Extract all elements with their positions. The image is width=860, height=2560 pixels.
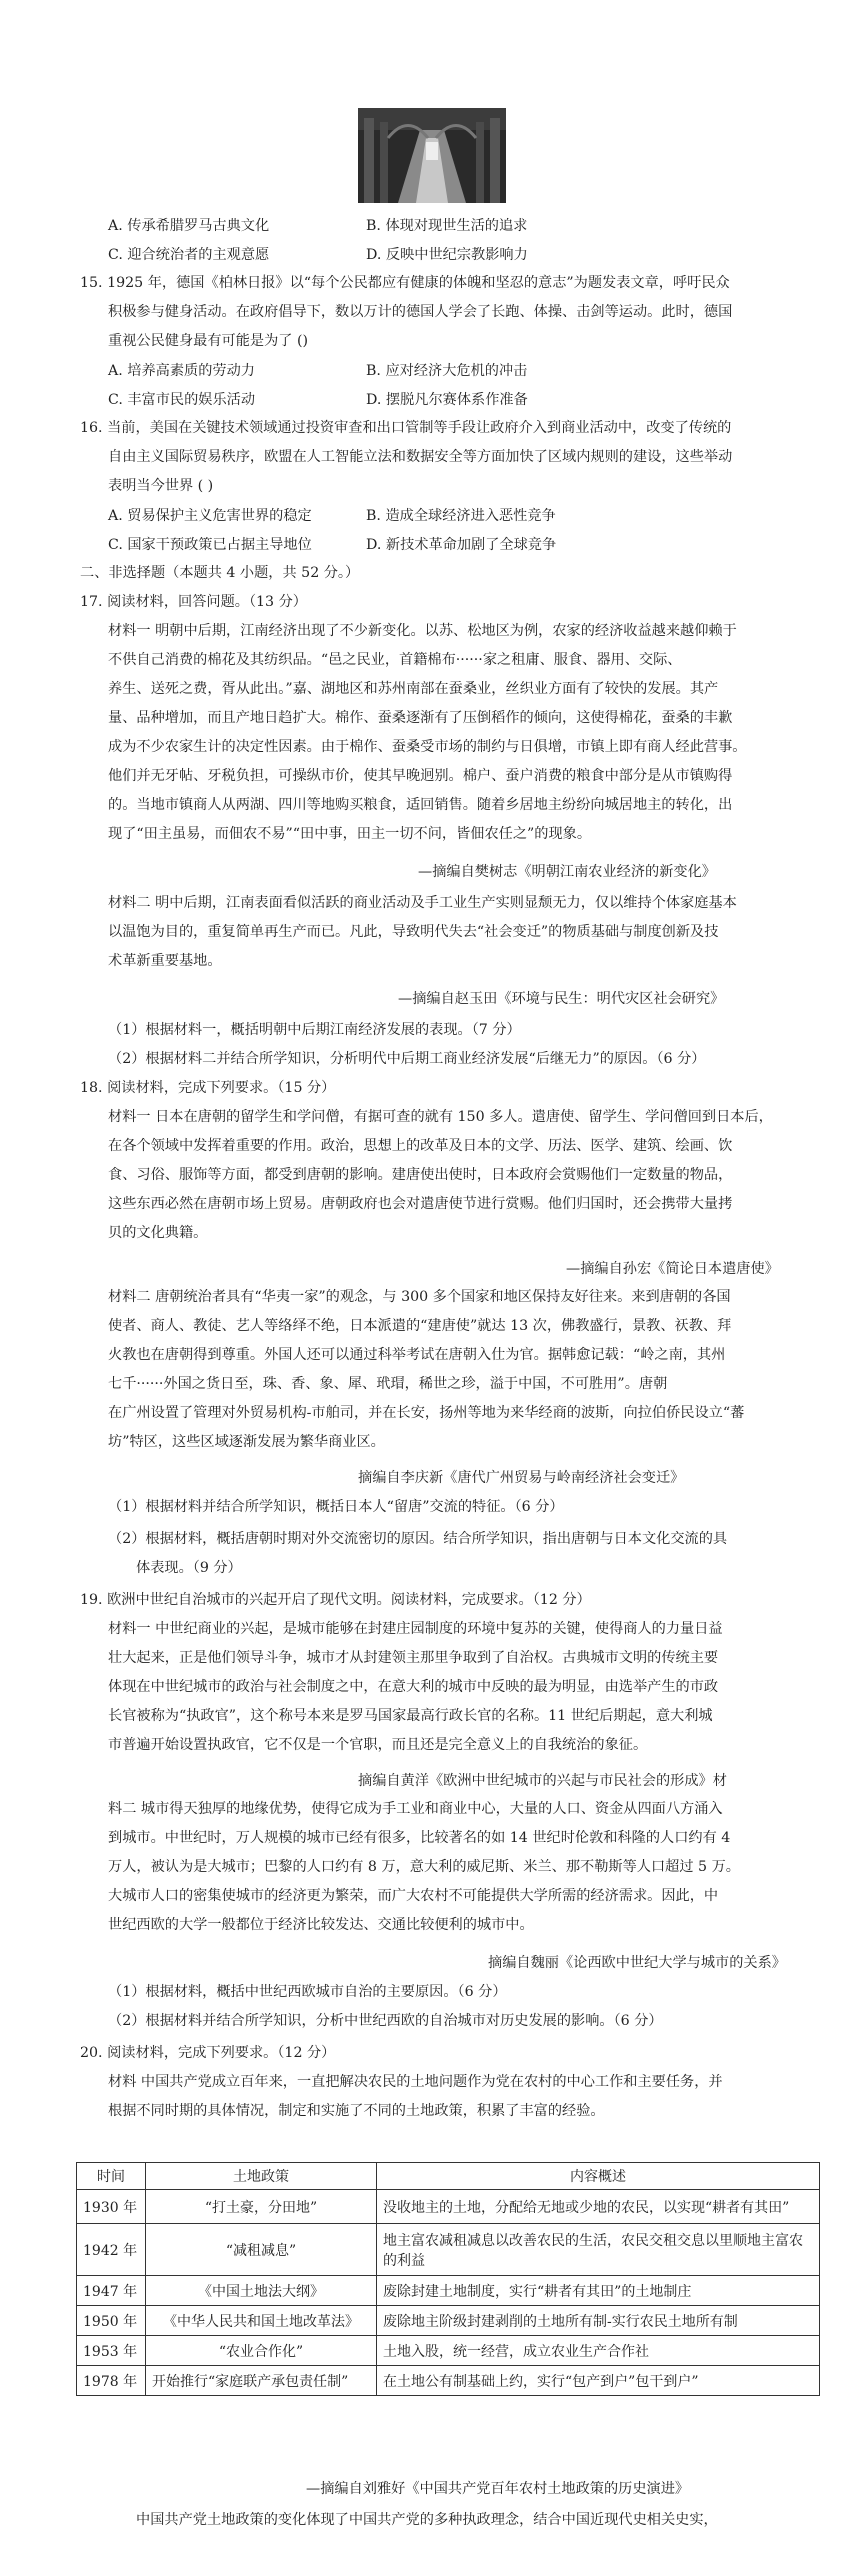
q17-material1-line: 他们并无牙帖、牙税负担，可操纵市价，使其早晚迥别。棉户、蚕户消费的粮食中部分是从市镇购得 xyxy=(108,768,733,784)
q18-sub2-cont: 体表现。（9 分） xyxy=(136,1560,242,1576)
q17-header: 17. 阅读材料，回答问题。（13 分） xyxy=(80,594,307,610)
land-policy-table xyxy=(76,2162,820,2396)
q20-material-line: 材料 中国共产党成立百年来，一直把解决农民的土地问题作为党在农村的中心工作和主要任务，并 xyxy=(108,2074,723,2090)
table-header-cell: 时间 xyxy=(77,2163,146,2190)
q20-header: 20. 阅读材料，完成下列要求。（12 分） xyxy=(80,2045,336,2061)
q18-material2-line: 火教也在唐朝得到尊重。外国人还可以通过科举考试在唐朝入仕为官。据韩愈记载：“岭之南，其州 xyxy=(108,1347,726,1363)
q17-material1-source: —摘编自樊树志《明朝江南农业经济的新变化》 xyxy=(418,864,716,880)
q18-sub1: （1）根据材料并结合所学知识，概括日本人“留唐”交流的特征。（6 分） xyxy=(108,1499,564,1515)
table-row xyxy=(77,2336,820,2366)
q17-material1-line: 材料一 明朝中后期，江南经济出现了不少新变化。以苏、松地区为例，农家的经济收益越来越仰赖于 xyxy=(108,623,737,639)
q19-sub2: （2）根据材料并结合所学知识，分析中世纪西欧的自治城市对历史发展的影响。（6 分） xyxy=(108,2013,663,2029)
q16-line: 表明当今世界 ( ) xyxy=(108,478,214,494)
q19-material2-line: 世纪西欧的大学一般都位于经济比较发达、交通比较便利的城市中。 xyxy=(108,1917,534,1933)
table-row xyxy=(77,2190,820,2224)
q16-line: 自由主义国际贸易秩序，欧盟在人工智能立法和数据安全等方面加快了区域内规则的建设，这些举动 xyxy=(108,449,733,465)
table-row xyxy=(77,2366,820,2396)
q19-header: 19. 欧洲中世纪自治城市的兴起开启了现代文明。阅读材料，完成要求。（12 分） xyxy=(80,1592,591,1608)
q15-option-d: D. 摆脱凡尔赛体系作准备 xyxy=(366,392,528,408)
time-cell: 1947 年 xyxy=(77,2276,146,2306)
q19-material1-line: 长官被称为“执政官”，这个称号本来是罗马国家最高行政长官的名称。11 世纪后期起，意大利城 xyxy=(108,1708,713,1724)
q18-material2-line: 在广州设置了管理对外贸易机构-市舶司，并在长安，扬州等地为来华经商的波斯，向拉伯侨民设立“蕃 xyxy=(108,1405,745,1421)
section-heading: 二、非选择题（本题共 4 小题，共 52 分。） xyxy=(80,565,360,581)
policy-cell: “减租减息” xyxy=(146,2224,377,2276)
q19-material1-line: 材料一 中世纪商业的兴起，是城市能够在封建庄园制度的环境中复苏的关键，使得商人的力量日益 xyxy=(108,1621,723,1637)
q14-option-d: D. 反映中世纪宗教影响力 xyxy=(366,247,528,263)
q18-material1-line: 这些东西必然在唐朝市场上贸易。唐朝政府也会对遣唐使节进行赏赐。他们归国时，还会携带大量拷 xyxy=(108,1196,733,1212)
q17-material1-line: 量、品种增加，而且产地日趋扩大。棉作、蚕桑逐渐有了压倒稻作的倾向，这使得棉花，蚕桑的丰歉 xyxy=(108,710,733,726)
content-cell: 在土地公有制基础上约，实行“包产到户”包干到户” xyxy=(377,2366,820,2396)
q17-material2-line: 术革新重要基地。 xyxy=(108,953,222,969)
table-row xyxy=(77,2276,820,2306)
table-row xyxy=(77,2306,820,2336)
content-cell: 土地入股，统一经营，成立农业生产合作社 xyxy=(377,2336,820,2366)
cathedral-image xyxy=(358,108,506,203)
table-header-row xyxy=(77,2163,820,2190)
q17-material2-source: —摘编自赵玉田《环境与民生：明代灾区社会研究》 xyxy=(398,991,725,1007)
q17-material1-line: 养生、送死之费，胥从此出。”嘉、湖地区和苏州南部在蚕桑业，丝织业方面有了较快的发展。其产 xyxy=(108,681,719,697)
q20-material-line: 根据不同时期的具体情况，制定和实施了不同的土地政策，积累了丰富的经验。 xyxy=(108,2103,605,2119)
q18-material2-line: 七千······外国之货日至，珠、香、象、犀、玳瑁，稀世之珍，溢于中国，不可胜用”。唐朝 xyxy=(108,1376,668,1392)
q19-material1-line: 壮大起来，正是他们领导斗争，城市才从封建领主那里争取到了自治权。古典城市文明的传统主要 xyxy=(108,1650,719,1666)
time-cell: 1942 年 xyxy=(77,2224,146,2276)
q18-material1-line: 在各个领域中发挥着重要的作用。政治，思想上的改革及日本的文学、历法、医学、建筑、绘画、饮 xyxy=(108,1138,733,1154)
content-cell: 地主富农减租减息以改善农民的生活，农民交租交息以里顺地主富农的利益 xyxy=(377,2224,820,2276)
q14-option-a: A. 传承希腊罗马古典文化 xyxy=(108,218,270,234)
q18-material1-source: —摘编自孙宏《简论日本遣唐使》 xyxy=(566,1261,779,1277)
q17-material1-line: 现了“田主虽易，而佃农不易”“田中事，田主一切不问，皆佃农任之”的现象。 xyxy=(108,826,592,842)
time-cell: 1953 年 xyxy=(77,2336,146,2366)
q19-material1-line: 市普遍开始设置执政官，它不仅是一个官职，而且还是完全意义上的自我统治的象征。 xyxy=(108,1737,648,1753)
table-header-cell: 内容概述 xyxy=(377,2163,820,2190)
cathedral-photo xyxy=(358,108,506,203)
policy-cell: 《中华人民共和国土地改革法》 xyxy=(146,2306,377,2336)
q15-option-a: A. 培养高素质的劳动力 xyxy=(108,363,255,379)
policy-cell: “打土豪，分田地” xyxy=(146,2190,377,2224)
time-cell: 1978 年 xyxy=(77,2366,146,2396)
table-row xyxy=(77,2224,820,2276)
q18-material1-line: 食、习俗、服饰等方面，都受到唐朝的影响。建唐使出使时，日本政府会赏赐他们一定数量的物品， xyxy=(108,1167,733,1183)
q15-line: 15. 1925 年，德国《柏林日报》以“每个公民都应有健康的体魄和坚忍的意志”为题发表文章，呼吁民众 xyxy=(80,275,730,291)
time-cell: 1950 年 xyxy=(77,2306,146,2336)
q16-option-c: C. 国家干预政策已占据主导地位 xyxy=(108,537,312,553)
q19-sub1: （1）根据材料，概括中世纪西欧城市自治的主要原因。（6 分） xyxy=(108,1984,507,2000)
q17-material1-line: 成为不少农家生计的决定性因素。由于棉作、蚕桑受市场的制约与日俱增，市镇上即有商人经此营事。 xyxy=(108,739,747,755)
q17-material2-line: 以温饱为目的，重复简单再生产而已。凡此，导致明代失去“社会变迁”的物质基础与制度创新及技 xyxy=(108,924,719,940)
q19-material1-line: 体现在中世纪城市的政治与社会制度之中，在意大利的城市中反映的最为明显，由选举产生的市政 xyxy=(108,1679,719,1695)
q16-option-a: A. 贸易保护主义危害世界的稳定 xyxy=(108,508,312,524)
q17-material1-line: 不供自己消费的棉花及其纺织品。“邑之民业，首籍棉布······家之租庸、服食、器用、交际、 xyxy=(108,652,682,668)
q16-line: 16. 当前，美国在关键技术领域通过投资审查和出口管制等手段让政府介入到商业活动中，改变了传统的 xyxy=(80,420,732,436)
q20-question-line: 中国共产党土地政策的变化体现了中国共产党的多种执政理念，结合中国近现代史相关史实， xyxy=(136,2512,718,2528)
q18-material2-line: 材料二 唐朝统治者具有“华夷一家”的观念，与 300 多个国家和地区保持友好往来。来到唐朝的各国 xyxy=(108,1289,731,1305)
q15-option-c: C. 丰富市民的娱乐活动 xyxy=(108,392,256,408)
q15-line: 重视公民健身最有可能是为了 () xyxy=(108,333,309,349)
content-cell: 废除地主阶级封建剥削的土地所有制-实行农民土地所有制 xyxy=(377,2306,820,2336)
q14-option-b: B. 体现对现世生活的追求 xyxy=(366,218,528,234)
table-header-cell: 土地政策 xyxy=(146,2163,377,2190)
content-cell: 没收地主的土地，分配给无地或少地的农民，以实现“耕者有其田” xyxy=(377,2190,820,2224)
q17-material1-line: 的。当地市镇商人从两湖、四川等地购买粮食，适回销售。随着乡居地主纷纷向城居地主的转化，出 xyxy=(108,797,733,813)
q19-material1-source: 摘编自黄洋《欧洲中世纪城市的兴起与市民社会的形成》材 xyxy=(358,1773,727,1789)
q16-option-d: D. 新技术革命加剧了全球竞争 xyxy=(366,537,557,553)
q18-header: 18. 阅读材料，完成下列要求。（15 分） xyxy=(80,1080,336,1096)
content-cell: 废除封建土地制度，实行“耕者有其田”的土地制庄 xyxy=(377,2276,820,2306)
q20-source: —摘编自刘雅好《中国共产党百年农村土地政策的历史演进》 xyxy=(306,2481,690,2497)
q18-material2-line: 坊”特区，这些区域逐渐发展为繁华商业区。 xyxy=(108,1434,385,1450)
policy-cell: 《中国土地法大纲》 xyxy=(146,2276,377,2306)
q19-material2-line: 万人，被认为是大城市；巴黎的人口约有 8 万，意大利的威尼斯、米兰、那不勒斯等人口超过 5 万。 xyxy=(108,1859,740,1875)
q15-line: 积极参与健身活动。在政府倡导下，数以万计的德国人学会了长跑、体操、击剑等运动。此时，德国 xyxy=(108,304,733,320)
q19-material2-source: 摘编自魏丽《论西欧中世纪大学与城市的关系》 xyxy=(488,1955,786,1971)
q18-material2-source: 摘编自李庆新《唐代广州贸易与岭南经济社会变迁》 xyxy=(358,1470,685,1486)
q17-material2-line: 材料二 明中后期，江南表面看似活跃的商业活动及手工业生产实则显颓无力，仅以维持个体家庭基本 xyxy=(108,895,737,911)
q16-option-b: B. 造成全球经济进入恶性竞争 xyxy=(366,508,556,524)
q18-sub2: （2）根据材料，概括唐朝时期对外交流密切的原因。结合所学知识，指出唐朝与日本文化交流的具 xyxy=(108,1531,728,1547)
q15-option-b: B. 应对经济大危机的冲击 xyxy=(366,363,528,379)
q19-material2-line: 大城市人口的密集使城市的经济更为繁荣，而广大农村不可能提供大学所需的经济需求。因此，中 xyxy=(108,1888,719,1904)
policy-cell: 开始推行“家庭联产承包责任制” xyxy=(146,2366,377,2396)
q19-material2-line: 到城市。中世纪时，万人规模的城市已经有很多，比较著名的如 14 世纪时伦敦和科隆的人口约有 4 xyxy=(108,1830,731,1846)
time-cell: 1930 年 xyxy=(77,2190,146,2224)
q18-material1-line: 贝的文化典籍。 xyxy=(108,1225,208,1241)
q14-option-c: C. 迎合统治者的主观意愿 xyxy=(108,247,270,263)
policy-cell: “农业合作化” xyxy=(146,2336,377,2366)
q17-sub1: （1）根据材料一，概括明朝中后期江南经济发展的表现。（7 分） xyxy=(108,1022,521,1038)
q18-material2-line: 使者、商人、教徒、艺人等络绎不绝，日本派遣的“建唐使”就达 13 次，佛教盛行，景教、祆教、拜 xyxy=(108,1318,732,1334)
q18-material1-line: 材料一 日本在唐朝的留学生和学问僧，有据可查的就有 150 多人。遣唐使、留学生、学问僧回到日本后， xyxy=(108,1109,773,1125)
q17-sub2: （2）根据材料二并结合所学知识，分析明代中后期工商业经济发展“后继无力”的原因。（6 分） xyxy=(108,1051,706,1067)
q19-material2-line: 料二 城市得天独厚的地缘优势，使得它成为手工业和商业中心，大量的人口、资金从四面八方涌入 xyxy=(108,1801,723,1817)
